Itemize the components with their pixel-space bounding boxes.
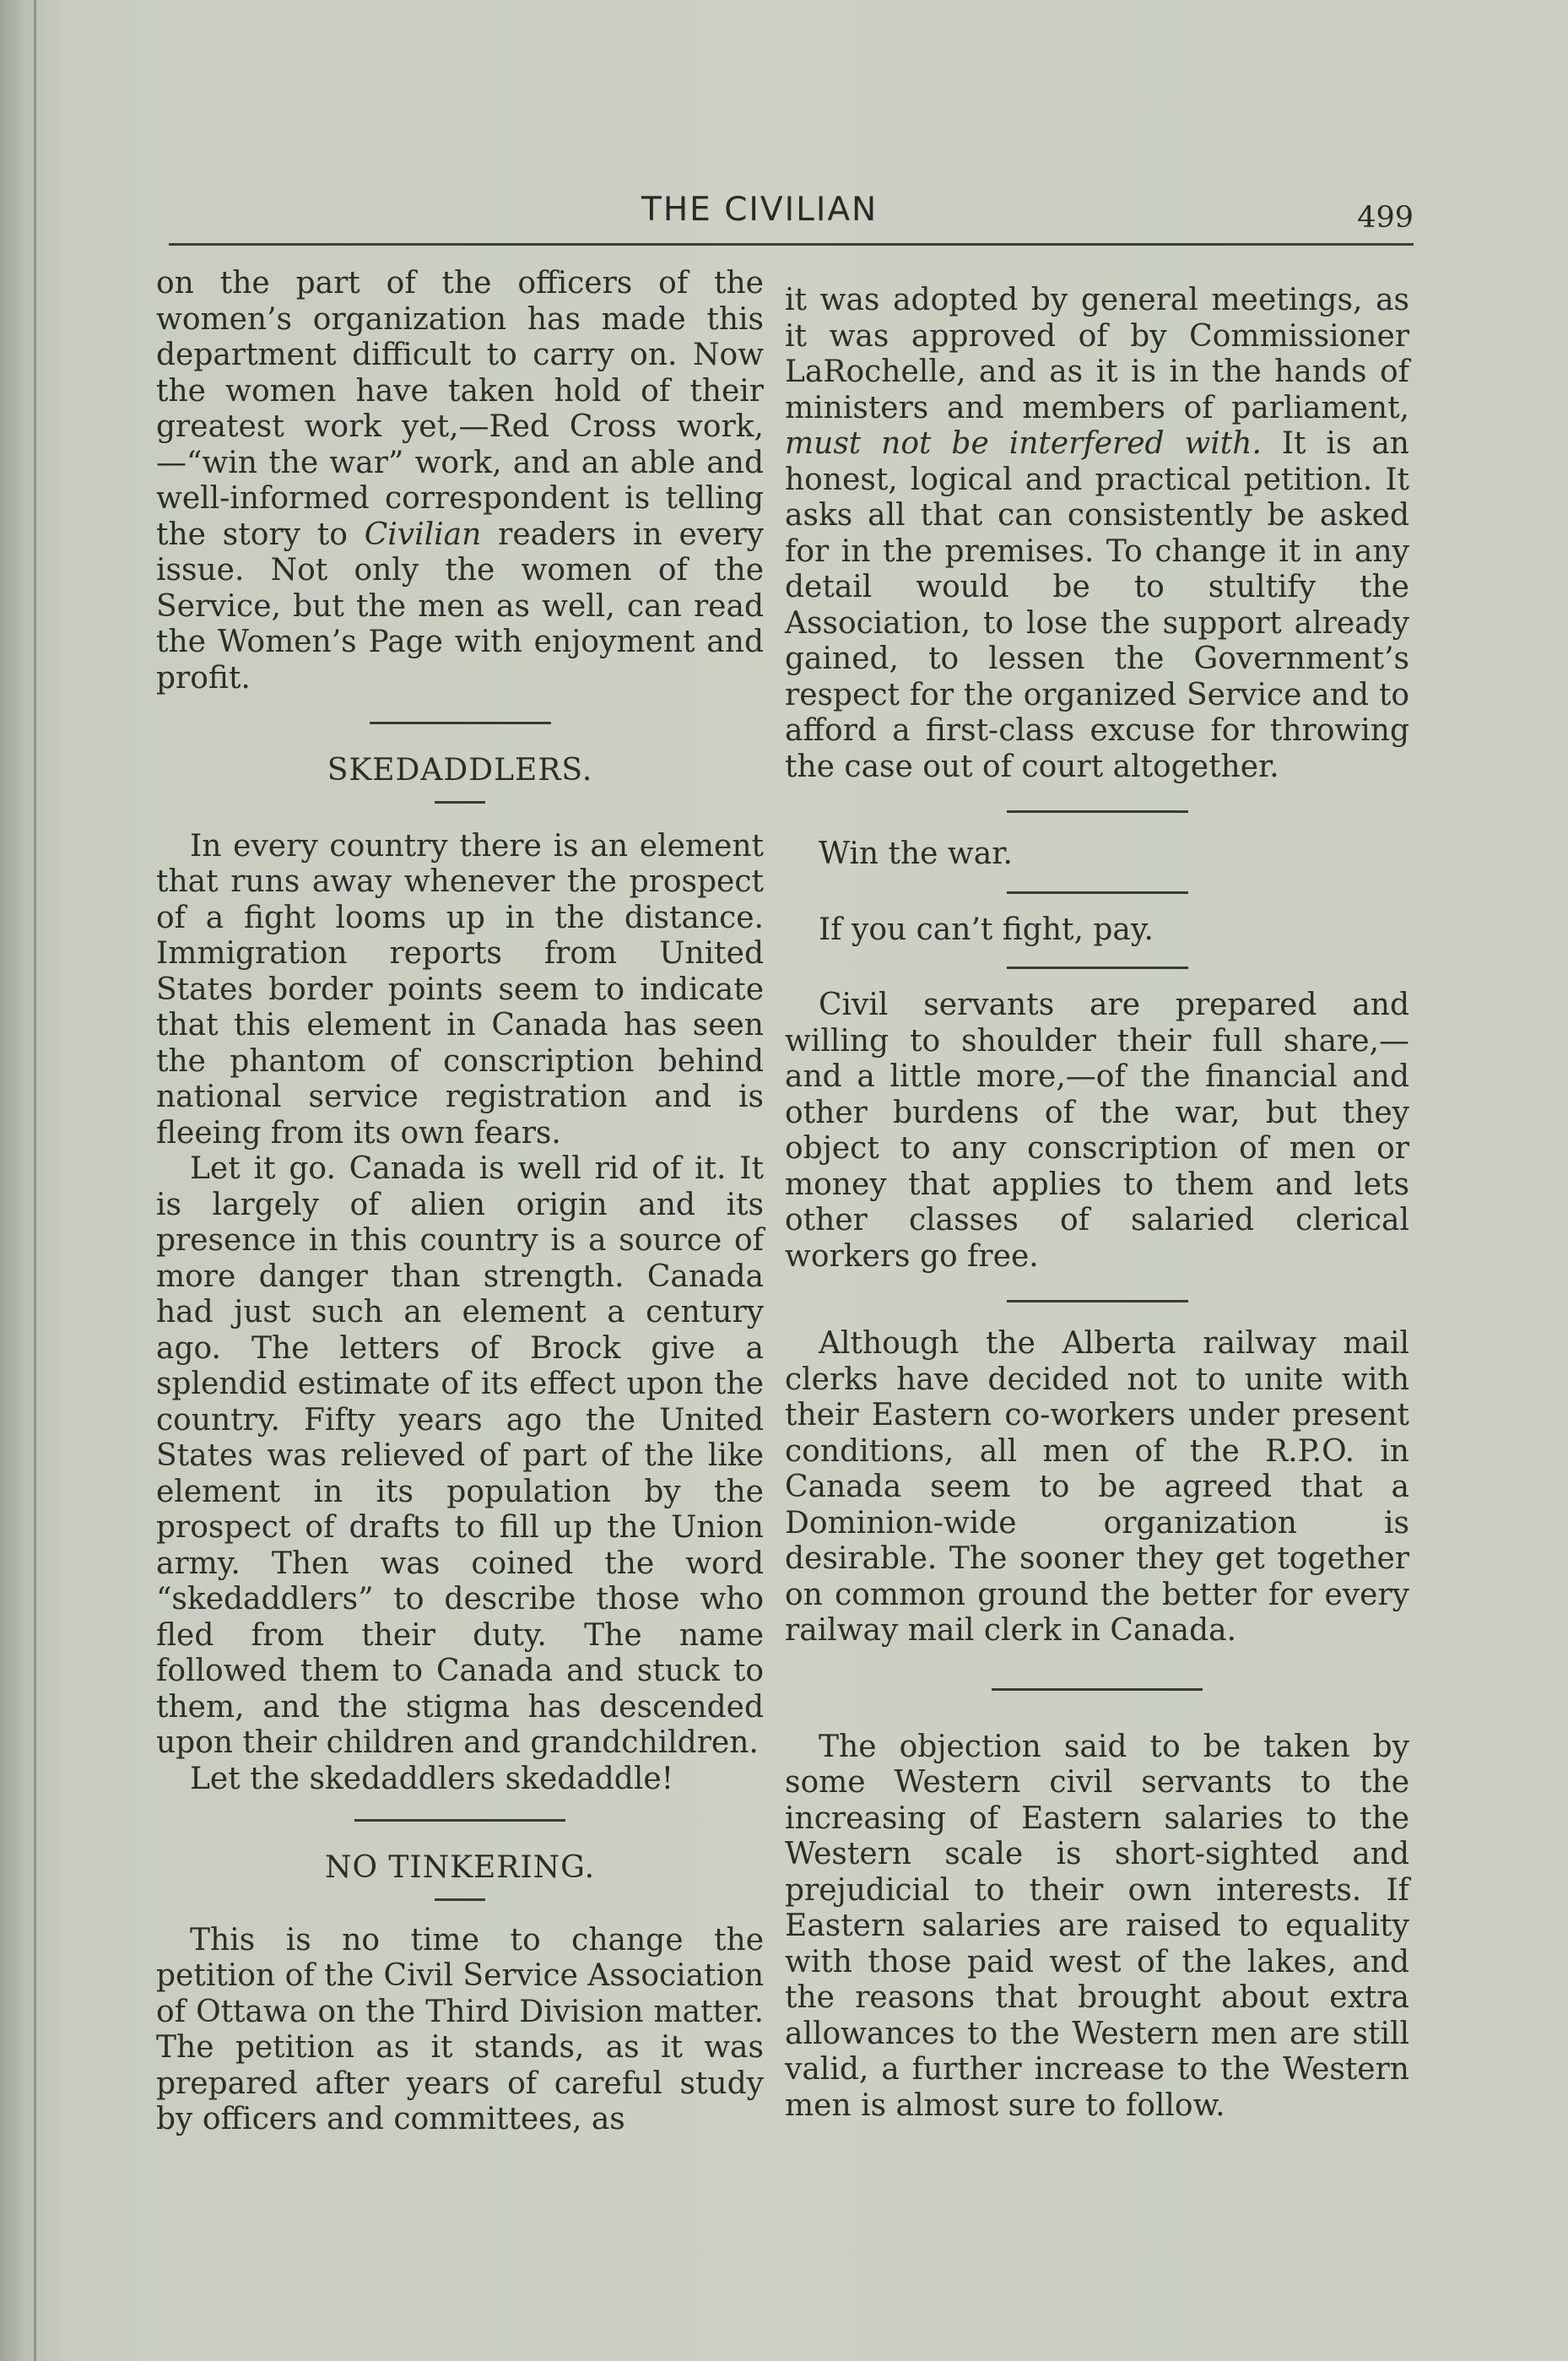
- continued-italic: Civilian: [364, 517, 482, 552]
- continued-paragraph: [156, 266, 764, 696]
- section-divider: [1007, 967, 1188, 969]
- skedaddlers-paragraph-3: Let the skedaddlers skedaddle!: [190, 1761, 674, 1796]
- section-divider: [1007, 1300, 1188, 1302]
- civil-servants-paragraph: Civil servants are prepared and willing to shoulder their full share,—and a little more,—of the financial and other burdens of the war, but they object to any conscription of men or money that applies to them and lets other classes of salaried clerical workers go free.: [785, 988, 1409, 1274]
- win-the-war: Win the war.: [819, 837, 1013, 871]
- tinkering-text-end: It is an honest, logical and practical petition. It asks all that can consistently be asked for in the premises. To change it in any detail would be to stultify the Association, to lose the support already gained, to lessen the Government’s respect for the organized Service and to afford a first-class excuse for throwing the case out of court altogether.: [785, 426, 1409, 784]
- binding-gutter: [34, 0, 36, 2361]
- skedaddlers-paragraph-1: In every country there is an element that runs away whenever the prospect of a fight looms up in the distance. Immigration reports from United States border points seem to indicate that this element in Canada has seen the phantom of conscription behind national service registration and is fleeing from its own fears.: [156, 828, 764, 1151]
- section-divider: [354, 1819, 565, 1822]
- page-header: [169, 187, 1414, 246]
- objection-paragraph: The objection said to be taken by some Western civil servants to the increasing of Eastern salaries to the Western scale is short-sighted and prejudicial to their own interests. If Eastern salaries are raised to equality with those paid west of the lakes, and the reasons that brought about extra allowances to the Western men are still valid, a further increase to the Western men is almost sure to follow.: [785, 1729, 1409, 2123]
- section-divider: [1007, 810, 1188, 813]
- left-column: [156, 266, 764, 2138]
- page-number: 499: [1357, 201, 1414, 235]
- tinkering-continued: [785, 283, 1409, 785]
- continued-text-end: readers in every issue. Not only the women of the Service, but the men as well, can read the Women’s Page with enjoyment and profit.: [156, 517, 764, 696]
- tinkering-italic: must not be interfered with.: [785, 426, 1262, 461]
- heading-underline: [435, 1898, 485, 1901]
- running-title: THE CIVILIAN: [641, 191, 879, 229]
- right-column: [785, 283, 1409, 2124]
- section-divider: [1007, 891, 1188, 894]
- tinkering-text: it was adopted by general meetings, as it was approved of by Commissioner LaRochelle, and as it is in the hands of ministers and members of parliament,: [785, 283, 1409, 425]
- section-divider: [992, 1688, 1203, 1691]
- heading-skedaddlers: SKEDADDLERS.: [327, 753, 593, 788]
- skedaddlers-paragraph-2: Let it go. Canada is well rid of it. It is largely of alien origin and its presence in this country is a source of more danger than strength. Canada had just such an element a century ago. The letters of Brock give a splendid estimate of its effect upon the country. Fifty years ago the United States was relieved of part of the like element in its population by the prospect of drafts to fill up the Union army. Then was coined the word “skedaddlers” to describe those who fled from their duty. The name followed them to Canada and stuck to them, and the stigma has descended upon their children and grandchildren.: [156, 1151, 764, 1760]
- section-divider: [370, 722, 551, 724]
- alberta-paragraph: Although the Alberta railway mail clerks have decided not to unite with their Eastern co-workers under present conditions, all men of the R.P.O. in Canada seem to be agreed that a Dominion-wide organization is desirable. The sooner they get together on common ground the better for every railway mail clerk in Canada.: [785, 1326, 1409, 1648]
- continued-text: on the part of the officers of the women’s organization has made this department difficult to carry on. Now the women have taken hold of their greatest work yet,—Red Cross work, —“win the war” work, and an able and well-informed correspondent is telling the story to: [156, 266, 764, 552]
- heading-no-tinkering: NO TINKERING.: [324, 1850, 596, 1885]
- heading-underline: [435, 801, 485, 804]
- header-rule: [169, 243, 1414, 246]
- tinkering-paragraph: This is no time to change the petition of the Civil Service Association of Ottawa on the Third Division matter. The petition as it stands, as it was prepared after years of careful study by officers and committees, as: [156, 1922, 764, 2136]
- fight-or-pay: If you can’t fight, pay.: [819, 912, 1154, 947]
